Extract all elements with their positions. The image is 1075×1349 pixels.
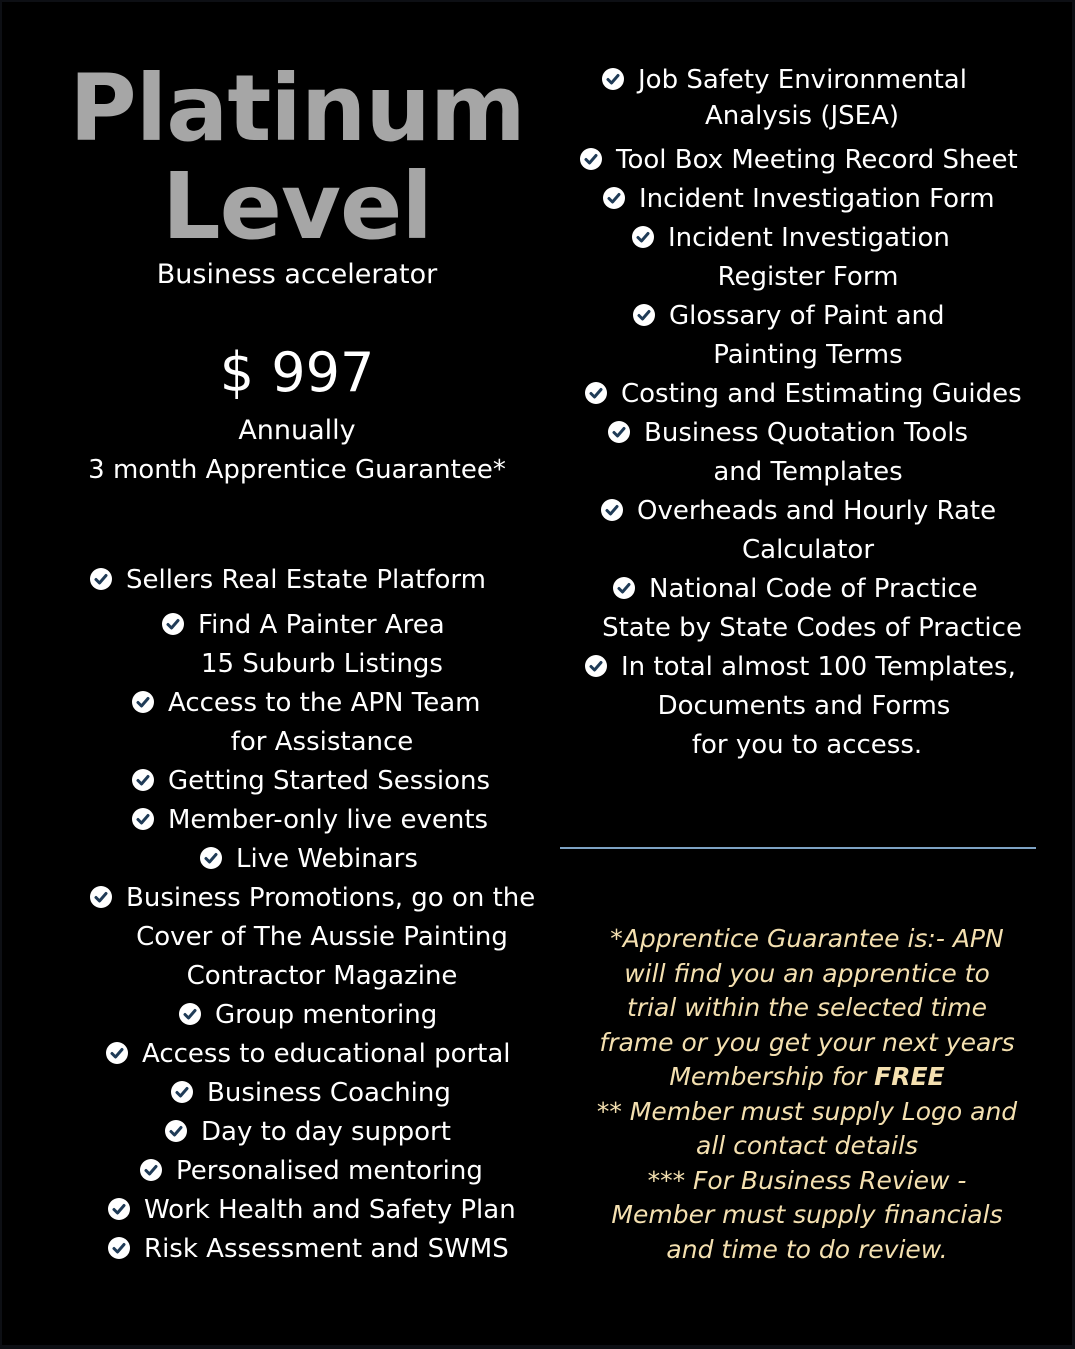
footnote-line: Member must supply financials <box>611 1200 1003 1229</box>
list-item: Glossary of Paint and <box>633 301 945 331</box>
check-circle-icon <box>179 1003 201 1025</box>
list-item-continuation: Cover of The Aussie Painting <box>136 922 508 952</box>
list-item: Business Coaching <box>171 1078 451 1108</box>
check-circle-icon <box>601 499 623 521</box>
list-item: Incident Investigation Form <box>603 184 995 214</box>
list-item: Member-only live events <box>132 805 488 835</box>
list-item: Risk Assessment and SWMS <box>108 1234 509 1264</box>
list-item: Live Webinars <box>200 844 418 874</box>
footnote-line: trial within the selected time <box>627 993 987 1022</box>
title-line-1: Platinum <box>69 55 525 162</box>
list-item: Tool Box Meeting Record Sheet <box>580 145 1018 175</box>
check-circle-icon <box>613 577 635 599</box>
list-item: Business Promotions, go on the <box>90 883 535 913</box>
list-item: Incident Investigation <box>632 223 950 253</box>
check-circle-icon <box>585 382 607 404</box>
check-circle-icon <box>585 655 607 677</box>
check-circle-icon <box>90 886 112 908</box>
list-item-continuation: 15 Suburb Listings <box>201 649 443 679</box>
list-item-continuation: for Assistance <box>230 727 414 757</box>
footnote-line: ** Member must supply Logo and <box>596 1096 1018 1126</box>
section-divider <box>560 847 1036 849</box>
apprentice-guarantee: 3 month Apprentice Guarantee* <box>88 455 506 485</box>
list-item: Access to the APN Team <box>132 688 480 718</box>
platinum-level-card <box>2 2 1072 1345</box>
list-item: Access to educational portal <box>106 1039 511 1069</box>
list-item: National Code of Practice <box>613 574 978 604</box>
footnote-line: frame or you get your next years <box>599 1027 1015 1057</box>
footnote-line: *** For Business Review - <box>647 1165 967 1195</box>
check-circle-icon <box>132 691 154 713</box>
list-item-continuation: Painting Terms <box>713 340 903 370</box>
list-item: Business Quotation Tools <box>608 418 968 448</box>
check-circle-icon <box>132 769 154 791</box>
list-item: Group mentoring <box>179 1000 437 1030</box>
footnote-line: *Apprentice Guarantee is:- APN <box>610 924 1004 953</box>
check-circle-icon <box>580 148 602 170</box>
list-item: Overheads and Hourly Rate <box>601 496 996 526</box>
list-item: Costing and Estimating Guides <box>585 379 1022 409</box>
check-circle-icon <box>108 1198 130 1220</box>
list-item: Day to day support <box>165 1117 451 1147</box>
list-item-continuation: Calculator <box>741 535 875 565</box>
footnote-line: and time to do review. <box>666 1234 948 1264</box>
list-item: Find A Painter Area <box>162 610 445 640</box>
footnote-line: will find you an apprentice to <box>624 958 990 988</box>
footnote-line: Membership for FREE <box>669 1062 945 1091</box>
check-circle-icon <box>602 68 624 90</box>
list-item-continuation: and Templates <box>713 457 903 487</box>
footnote-line: all contact details <box>696 1131 918 1160</box>
list-item-continuation: State by State Codes of Practice <box>602 613 1022 643</box>
list-item-continuation: Analysis (JSEA) <box>704 101 900 131</box>
subtitle: Business accelerator <box>156 259 438 290</box>
check-circle-icon <box>171 1081 193 1103</box>
check-circle-icon <box>608 421 630 443</box>
list-item: Work Health and Safety Plan <box>108 1195 516 1225</box>
list-item: Sellers Real Estate Platform <box>90 565 486 595</box>
check-circle-icon <box>106 1042 128 1064</box>
apprentice-guarantee-footnote <box>582 922 1032 1267</box>
list-item: In total almost 100 Templates, <box>585 652 1016 682</box>
check-circle-icon <box>632 226 654 248</box>
list-item: Personalised mentoring <box>140 1156 483 1186</box>
list-item-continuation: Contractor Magazine <box>186 961 458 991</box>
billing-period: Annually <box>238 415 356 446</box>
title-line-2: Level <box>162 153 432 260</box>
check-circle-icon <box>165 1120 187 1142</box>
list-item-continuation: for you to access. <box>691 730 923 760</box>
check-circle-icon <box>633 304 655 326</box>
check-circle-icon <box>200 847 222 869</box>
list-item-continuation: Documents and Forms <box>657 691 951 721</box>
list-item: Getting Started Sessions <box>132 766 490 796</box>
price: $ 997 <box>219 341 375 404</box>
list-item: Job Safety Environmental <box>602 65 967 95</box>
check-circle-icon <box>132 808 154 830</box>
check-circle-icon <box>108 1237 130 1259</box>
check-circle-icon <box>603 187 625 209</box>
free-emphasis: FREE <box>874 1062 945 1091</box>
check-circle-icon <box>90 568 112 590</box>
check-circle-icon <box>140 1159 162 1181</box>
list-item-continuation: Register Form <box>717 262 899 292</box>
check-circle-icon <box>162 613 184 635</box>
